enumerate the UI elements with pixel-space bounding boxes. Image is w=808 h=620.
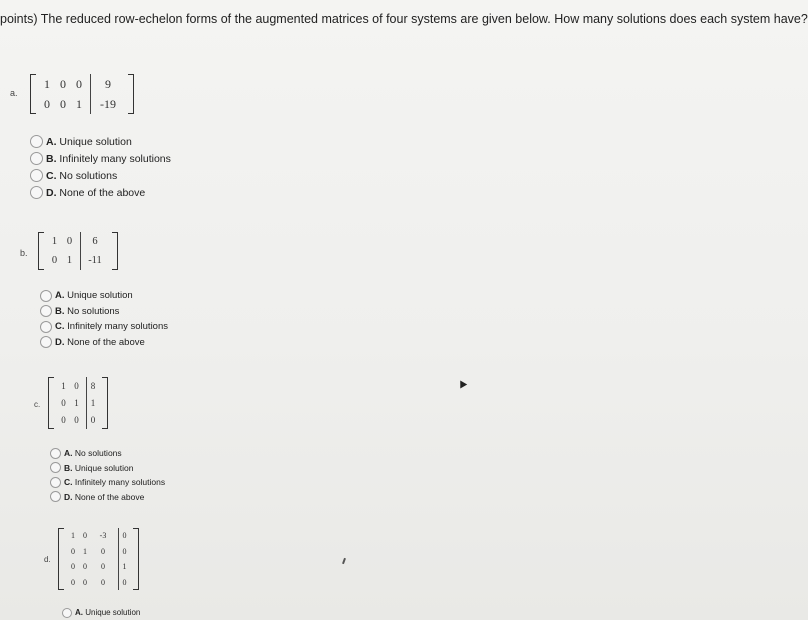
matrix-cell: 0	[101, 546, 105, 556]
radio-icon[interactable]	[62, 608, 72, 618]
radio-icon[interactable]	[30, 135, 43, 148]
question-b-label: b.	[20, 248, 28, 258]
radio-icon[interactable]	[30, 186, 43, 199]
matrix-cell: 0	[90, 415, 96, 426]
matrix-cell: 9	[105, 76, 111, 91]
question-c-label: c.	[34, 400, 41, 409]
option-b-B[interactable]: B. No solutions	[40, 304, 168, 320]
matrix-cell: 0	[122, 577, 127, 587]
matrix-cell: 0	[101, 577, 105, 587]
radio-icon[interactable]	[50, 491, 61, 502]
radio-icon[interactable]	[40, 336, 52, 348]
option-d-A[interactable]: A. Unique solution	[62, 606, 140, 619]
option-c-B[interactable]: B. Unique solution	[50, 461, 165, 476]
arrow-cursor-icon	[457, 378, 467, 388]
matrix-cell: 1	[122, 562, 127, 572]
matrix-a	[30, 74, 134, 114]
matrix-cell: -11	[88, 255, 102, 266]
matrix-cell: 1	[61, 380, 66, 391]
radio-icon[interactable]	[50, 448, 61, 459]
option-a-D[interactable]: D. None of the above	[30, 184, 171, 201]
matrix-right-bracket	[133, 528, 139, 590]
matrix-cell: 0	[76, 76, 82, 91]
matrix-cell: 1	[71, 531, 75, 541]
options-d	[62, 606, 140, 619]
matrix-cell: 1	[51, 236, 58, 247]
matrix-right-bracket	[128, 74, 134, 114]
matrix-right-bracket	[112, 232, 118, 270]
option-c-D[interactable]: D. None of the above	[50, 490, 165, 505]
matrix-cell: 8	[90, 380, 96, 391]
matrix-cell: 0	[61, 397, 66, 408]
option-a-B[interactable]: B. Infinitely many solutions	[30, 150, 171, 167]
option-b-C[interactable]: C. Infinitely many solutions	[40, 319, 168, 335]
matrix-cell: 0	[122, 531, 127, 541]
option-c-A[interactable]: A. No solutions	[50, 446, 165, 461]
radio-icon[interactable]	[40, 305, 52, 317]
matrix-cell: 0	[101, 562, 105, 572]
option-b-A[interactable]: A. Unique solution	[40, 288, 168, 304]
radio-icon[interactable]	[50, 462, 61, 473]
question-a-label: a.	[10, 88, 18, 98]
options-a	[30, 133, 171, 201]
option-a-C[interactable]: C. No solutions	[30, 167, 171, 184]
matrix-cell: 0	[74, 415, 79, 426]
radio-icon[interactable]	[30, 152, 43, 165]
matrix-c	[48, 377, 108, 429]
option-c-C[interactable]: C. Infinitely many solutions	[50, 475, 165, 490]
stray-mark	[342, 558, 346, 564]
matrix-cell: -19	[100, 96, 116, 111]
radio-icon[interactable]	[50, 477, 61, 488]
matrix-cell: 0	[122, 546, 127, 556]
matrix-cell: 0	[71, 546, 75, 556]
matrix-cell: 0	[44, 96, 50, 111]
matrix-cell: 0	[60, 76, 66, 91]
matrix-right-bracket	[102, 377, 108, 429]
matrix-cell: 1	[76, 96, 82, 111]
matrix-cell: 0	[71, 562, 75, 572]
matrix-cell: 1	[90, 397, 96, 408]
question-d-label: d.	[44, 555, 51, 564]
matrix-b	[38, 232, 118, 270]
matrix-cell: 1	[74, 397, 79, 408]
matrix-cell: 0	[51, 255, 58, 266]
matrix-cell: 6	[92, 236, 98, 247]
matrix-cell: 1	[66, 255, 73, 266]
matrix-cell: 0	[71, 577, 75, 587]
radio-icon[interactable]	[30, 169, 43, 182]
options-b	[40, 288, 168, 350]
option-a-A[interactable]: A. Unique solution	[30, 133, 171, 150]
matrix-cell: 0	[66, 236, 73, 247]
matrix-cell: 1	[83, 546, 87, 556]
radio-icon[interactable]	[40, 321, 52, 333]
matrix-cell: 0	[83, 531, 87, 541]
matrix-cell: 0	[74, 380, 79, 391]
matrix-cell: 1	[44, 76, 50, 91]
matrix-cell: 0	[61, 415, 66, 426]
option-b-D[interactable]: D. None of the above	[40, 335, 168, 351]
matrix-d	[58, 528, 139, 590]
matrix-cell: 0	[83, 562, 87, 572]
matrix-cell: -3	[99, 531, 107, 541]
matrix-cell: 0	[60, 96, 66, 111]
radio-icon[interactable]	[40, 290, 52, 302]
matrix-cell: 0	[83, 577, 87, 587]
question-header: points) The reduced row-echelon forms of the augmented matrices of four systems are given below. How many solutions does each system have?	[0, 12, 808, 26]
options-c	[50, 446, 165, 504]
